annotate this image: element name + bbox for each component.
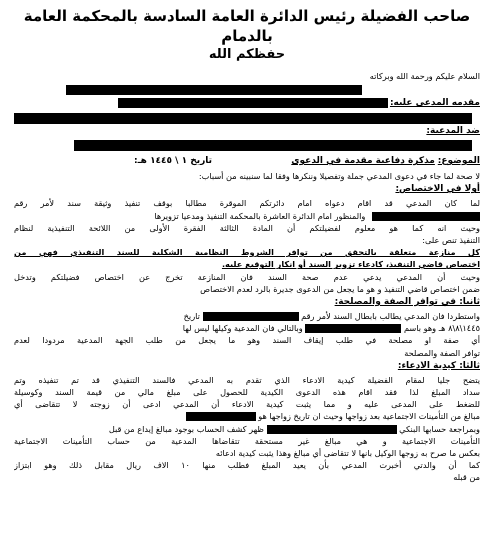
redaction-bar bbox=[118, 98, 388, 108]
redaction-bar bbox=[66, 85, 362, 95]
paragraph-line: سداد المبلغ لذا فقد اقام هذه الدعوى الكيدية للحصول على مبلغ مالي من قيمة السند وكوسيلة bbox=[14, 387, 480, 398]
paragraph-line: توافر الصفة والمصلحة bbox=[404, 347, 480, 358]
paragraph-line: من قبله bbox=[453, 472, 480, 483]
paragraph-line: كما أن والدتي أخبرت المدعي بأن يعيد المبلغ فطلب منها ١٠ الاف ريال مقابل ذلك وهو ابتزاز bbox=[14, 460, 480, 471]
against-row bbox=[14, 124, 480, 138]
paragraph-line: واستطردا فان المدعي يطالب بابطال السند لأمر رقم تاريخ bbox=[183, 311, 480, 322]
quote-line: اختصاص قاضي التنفيذ، كادعاء تزوير السند أو انكار التوقيع عليه. bbox=[221, 259, 480, 270]
paragraph-line: مبالغ من التأمينات الاجتماعية بعد زواجها وحيث ان تاريخ زواجها هو bbox=[14, 410, 480, 422]
against-label: ضد المدعية: bbox=[426, 126, 480, 137]
greeting: السلام عليكم ورحمة الله وبركاته bbox=[369, 71, 480, 81]
plaintiff-row bbox=[14, 96, 480, 110]
redaction-row-low bbox=[14, 138, 480, 152]
paragraph-line: للضغط على المدعى عليه و مما يثبت كيدية الادعاء أن المدعي ادعى أن زوجته لا تتقاضى أي bbox=[14, 399, 480, 410]
paragraph-line: أي صفة او مصلحة في طلب إيقاف السند وهو ما يجعل من طلب الجهة المدعية مردودا لعدم bbox=[14, 335, 480, 346]
section-second-heading: ثانيا: في توافر الصفة والمصلحة: bbox=[334, 297, 480, 308]
paragraph-line: وحيث انه كما هو معلوم لفضيلتكم أن المادة الثالثة الفقرة الأولى من اللائحة التنفيذية لنظام bbox=[14, 222, 480, 233]
paragraph-line: ضمن اختصاص قاضي التنفيذ و هو ما يجعل من الدعوى جديرة بالرد لعدم الاختصاص bbox=[200, 283, 480, 294]
subject-label: الموضوع: bbox=[437, 156, 480, 167]
redaction-bar bbox=[186, 412, 256, 421]
quote-line: كل منازعة متعلقة بالتحقق من توافر الشروط النظامية الشكلية للسند التنفيذي فهي من bbox=[14, 247, 480, 258]
redaction-bar bbox=[14, 113, 472, 124]
paragraph-line: بعكس ما صرح به زوجها الوكيل بانها لا تتقاضى أي مبالغ وهذا يثبت كيدية ادعائه bbox=[215, 448, 480, 459]
subject-text: مذكرة دفاعية مقدمة في الدعوى bbox=[291, 156, 435, 167]
paragraph-line: وحيث أن المدعي يدعي عدم صحة السند فان المنازعة تخرج عن اختصاص فضيلتكم وتدخل bbox=[14, 271, 480, 282]
redaction-bar bbox=[267, 425, 397, 434]
redaction-bar bbox=[305, 324, 401, 333]
redaction-bar bbox=[74, 140, 472, 151]
redaction-row-mid bbox=[14, 110, 480, 124]
document-subtitle: حفظكم الله bbox=[208, 47, 286, 62]
subject-row bbox=[14, 154, 480, 168]
paragraph-line: التنفيذ تنص على: bbox=[422, 235, 480, 246]
paragraph-line: والمنظور امام الدائرة العاشرة بالمحكمة التنفيذ ومدعيا تزويرها bbox=[14, 210, 480, 222]
section-third-heading: ثالثا: كيدية الادعاء: bbox=[397, 360, 480, 371]
document-title: صاحب الفضيلة رئيس الدائرة العامة السادسة بالمحكمة العامة بالدمام bbox=[23, 7, 471, 45]
subject-date: تاريخ ١ \ ١٤٤٥ هـ: bbox=[134, 156, 213, 167]
paragraph-line: ١٤٤٥\٨\٨ هـ وهو باسم وبالتالي فان المدعية وكيلها ليس لها bbox=[182, 323, 480, 334]
section-first-heading: أولا في الاختصاص: bbox=[395, 184, 480, 195]
redaction-bar bbox=[372, 212, 480, 221]
redaction-row-top bbox=[14, 82, 480, 96]
paragraph-line: وبمراجعة حسابها البنكي ظهر كشف الحساب بوجود مبالغ إيداع من قبل bbox=[108, 423, 480, 434]
paragraph-line: التأمينات الاجتماعية و هي مبالغ غير مستحقة تتقاضاها المدعية من حساب التأمينات الاجتماعية bbox=[14, 435, 480, 446]
plaintiff-label: مقدمه المدعى عليه: bbox=[389, 98, 480, 109]
redaction-bar bbox=[203, 312, 299, 321]
paragraph-line: يتضح جليا لمقام الفضيلة كيدية الادعاء الذي تقدم به المدعي فالسند التنفيذي قد تم تنفيذه وتم bbox=[14, 374, 480, 385]
intro-text: لا صحة لما جاء في دعوى المدعي جملة وتفصيلا وننكرها وفقا لما سنبينه من أسباب: bbox=[198, 171, 480, 182]
paragraph-line: لما كان المدعي قد اقام دعواه امام دائرتكم الموقرة مطالبا بوقف تنفيذ وثيقة سند لأمر رقم bbox=[14, 198, 480, 209]
